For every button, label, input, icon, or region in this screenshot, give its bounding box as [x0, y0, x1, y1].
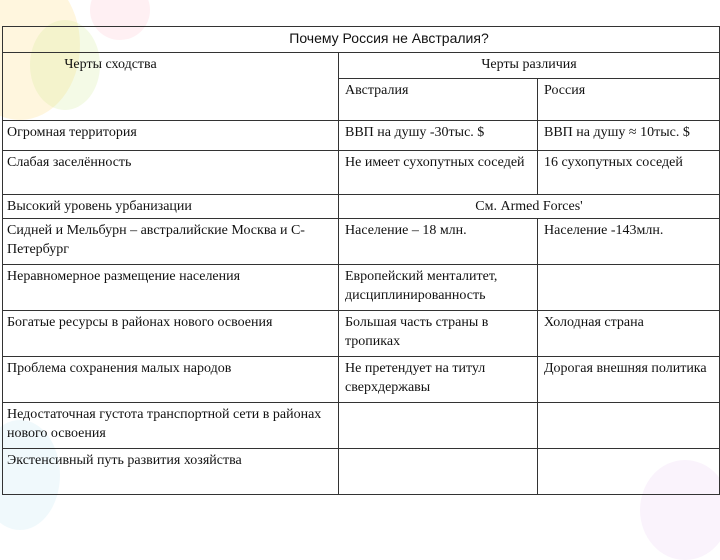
similarity-cell: Неравномерное размещение населения [3, 265, 339, 311]
header-row [3, 53, 720, 79]
similarity-cell: Огромная территория [3, 121, 339, 151]
australia-cell: ВВП на душу -30тыс. $ [339, 121, 538, 151]
merged-difference-cell: См. Armed Forces' [339, 195, 720, 219]
table-title: Почему Россия не Австралия? [3, 27, 720, 53]
similarity-cell: Проблема сохранения малых народов [3, 357, 339, 403]
table-row [3, 357, 720, 403]
comparison-table [2, 26, 720, 495]
russia-cell: Население -143млн. [538, 219, 720, 265]
similarity-cell: Высокий уровень урбанизации [3, 195, 339, 219]
russia-cell [538, 403, 720, 449]
similarity-cell: Богатые ресурсы в районах нового освоения [3, 311, 339, 357]
similarity-cell: Экстенсивный путь развития хозяйства [3, 449, 339, 495]
table-row [3, 151, 720, 195]
header-australia: Австралия [339, 79, 538, 121]
russia-cell [538, 449, 720, 495]
australia-cell: Не имеет сухопутных соседей [339, 151, 538, 195]
russia-cell: Холодная страна [538, 311, 720, 357]
australia-cell [339, 403, 538, 449]
table-row [3, 219, 720, 265]
table-row [3, 311, 720, 357]
russia-cell: ВВП на душу ≈ 10тыс. $ [538, 121, 720, 151]
australia-cell: Население – 18 млн. [339, 219, 538, 265]
header-russia: Россия [538, 79, 720, 121]
table-row [3, 265, 720, 311]
header-differences: Черты различия [339, 53, 720, 79]
russia-cell: 16 сухопутных соседей [538, 151, 720, 195]
similarity-cell: Сидней и Мельбурн – австралийские Москва и С-Петербург [3, 219, 339, 265]
australia-cell: Европейский менталитет, дисциплинированность [339, 265, 538, 311]
australia-cell: Большая часть страны в тропиках [339, 311, 538, 357]
table-row [3, 449, 720, 495]
similarity-cell: Слабая заселённость [3, 151, 339, 195]
australia-cell: Не претендует на титул сверхдержавы [339, 357, 538, 403]
table-row [3, 403, 720, 449]
header-similarities: Черты сходства [3, 53, 339, 121]
russia-cell [538, 265, 720, 311]
table-row [3, 121, 720, 151]
table-row [3, 195, 720, 219]
similarity-cell: Недостаточная густота транспортной сети в районах нового освоения [3, 403, 339, 449]
title-row [3, 27, 720, 53]
russia-cell: Дорогая внешняя политика [538, 357, 720, 403]
australia-cell [339, 449, 538, 495]
